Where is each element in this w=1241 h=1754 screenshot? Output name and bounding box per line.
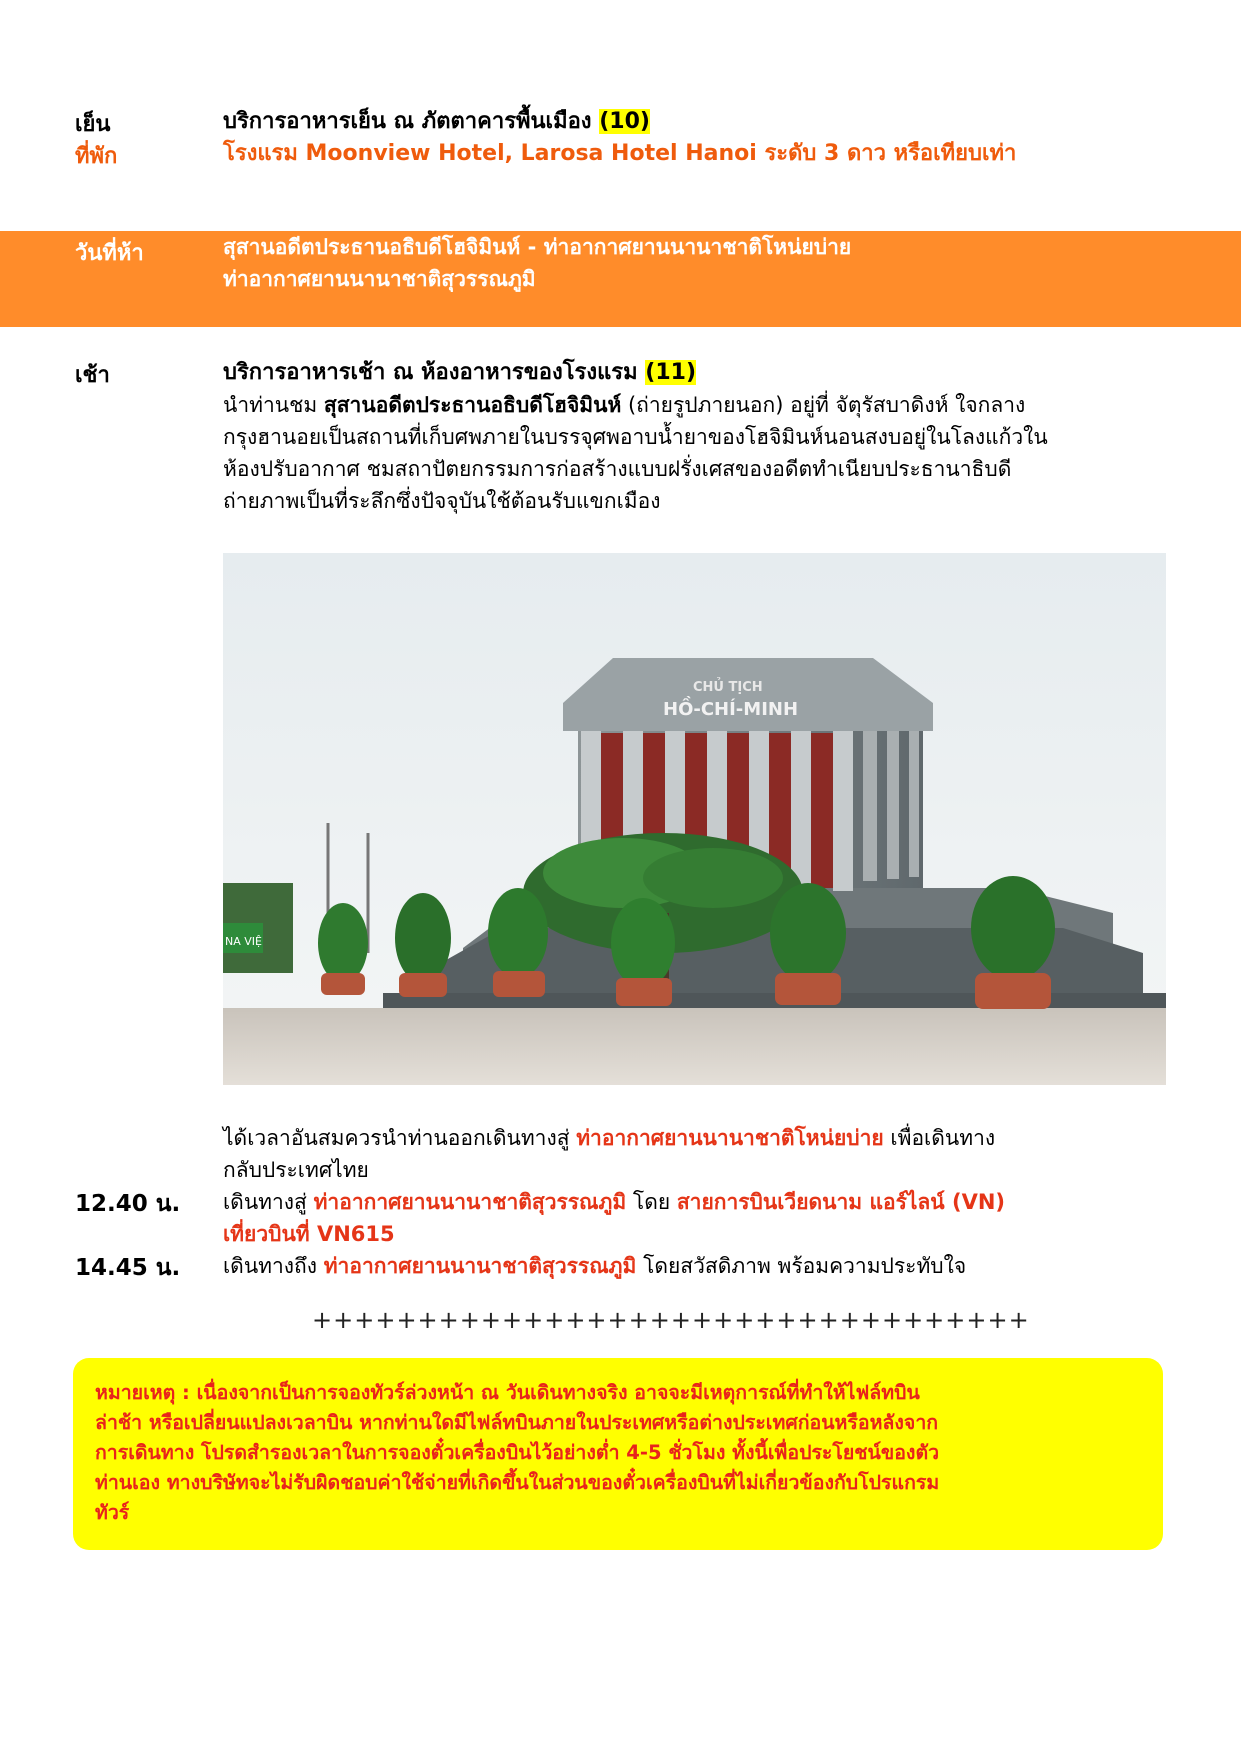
morning-label: เช้า [75,363,110,388]
morning-line2: กรุงฮานอยเป็นสถานที่เก็บศพภายในบรรจุศพอาบน้ำยาของโฮจิมินห์นอนสงบอยู่ในโลงแก้วใน [223,425,1048,449]
note-line4: ท่านเอง ทางบริษัทจะไม่รับผิดชอบค่าใช้จ่ายที่เกิดขึ้นในส่วนของตั๋วเครื่องบินที่ไม่เกี่ยวข้องกับโปรแกรม [95,1471,940,1494]
morning-line4: ถ่ายภาพเป็นที่ระลึกซึ่งปัจจุบันใช้ต้อนรับแขกเมือง [223,489,661,513]
morning-badge: (11) [645,360,697,385]
dinner-label: เย็น [75,112,111,137]
morning-desc: (ถ่ายรูปภายนอก) อยู่ที่ จัตุรัสบาดิงห์ ใจกลาง [627,393,1026,417]
arrive-airport: ท่าอากาศยานนานาชาติสุวรรณภูมิ [323,1254,637,1278]
morning-text [223,357,1166,517]
note-text [95,1378,1143,1528]
plus-divider: ++++++++++++++++++++++++++++++++++ [312,1306,1030,1334]
morning-line1 [223,389,1166,421]
arrive-text [223,1250,1166,1282]
depart-airport: ท่าอากาศยานนานาชาติโหน่ยบ่าย [576,1126,884,1150]
left-sign: NA VIỆ [225,935,262,948]
depart-line1 [223,1122,1166,1154]
sign-line1: CHỦ TỊCH [693,680,763,695]
morning-title: บริการอาหารเช้า ณ ห้องอาหารของโรงแรม [223,360,638,385]
depart-pre: ได้เวลาอันสมควรนำท่านออกเดินทางสู่ [223,1126,570,1150]
note-line2: ล่าช้า หรือเปลี่ยนแปลงเวลาบิน หากท่านใดมีไฟล์ทบินภายในประเทศหรือต่างประเทศก่อนหรือหลังจาก [95,1411,939,1434]
arrive-time: 14.45 น. [75,1255,181,1281]
flight-number: เที่ยวบินที่ VN615 [223,1222,395,1246]
day5-label: วันที่ห้า [75,241,144,266]
morning-intro: นำท่านชม [223,393,318,417]
day5-title [223,231,1241,295]
sign-line2: HỒ-CHÍ-MINH [663,699,799,720]
note-line3: การเดินทาง โปรดสำรองเวลาในการจองตั๋วเครื่องบินไว้อย่างต่ำ 4-5 ชั่วโมง ทั้งนี้เพื่อประโยชน์ของตัว [95,1441,940,1464]
flight-airline: สายการบินเวียดนาม แอร์ไลน์ (VN) [676,1190,1005,1214]
flight-by: โดย [632,1190,671,1214]
mausoleum-photo [223,553,1166,1085]
morning-place: สุสานอดีตประธานอธิบดีโฮจิมินห์ [323,393,622,417]
day5-banner [0,231,1241,327]
flight-line1 [223,1186,1166,1218]
hotel-label: ที่พัก [75,144,118,169]
depart-line2: กลับประเทศไทย [223,1158,369,1182]
mausoleum-illustration [223,553,1166,1085]
arrive-post: โดยสวัสดิภาพ พร้อมความประทับใจ [643,1254,967,1278]
arrive-pre: เดินทางถึง [223,1254,318,1278]
morning-line3: ห้องปรับอากาศ ชมสถาปัตยกรรมการก่อสร้างแบบฝรั่งเศสของอดีตทำเนียบประธานาธิบดี [223,457,1012,481]
hotel-text: โรงแรม Moonview Hotel, Larosa Hotel Hanoi ระดับ 3 ดาว หรือเทียบเท่า [223,141,1017,166]
morning-title-line [223,357,1166,389]
flight-pre: เดินทางสู่ [223,1190,307,1214]
dinner-text [223,106,1166,138]
flight-time: 12.40 น. [75,1191,181,1217]
day5-line2: ท่าอากาศยานนานาชาติสุวรรณภูมิ [223,267,536,291]
depart-text [223,1122,1166,1186]
note-line1: หมายเหตุ : เนื่องจากเป็นการจองทัวร์ล่วงหน้า ณ วันเดินทางจริง อาจจะมีเหตุการณ์ที่ทำให้ไฟล์ทบิน [95,1381,920,1404]
day5-line1: สุสานอดีตประธานอธิบดีโฮจิมินห์ - ท่าอากาศยานนานาชาติโหน่ยบ่าย [223,235,852,259]
flight-airport: ท่าอากาศยานนานาชาติสุวรรณภูมิ [313,1190,627,1214]
flight-text [223,1186,1166,1250]
depart-post: เพื่อเดินทาง [890,1126,996,1150]
note-box [73,1358,1163,1550]
note-line5: ทัวร์ [95,1501,130,1524]
dinner-badge: (10) [599,109,650,134]
dinner-desc: บริการอาหารเย็น ณ ภัตตาคารพื้นเมือง [223,109,592,134]
